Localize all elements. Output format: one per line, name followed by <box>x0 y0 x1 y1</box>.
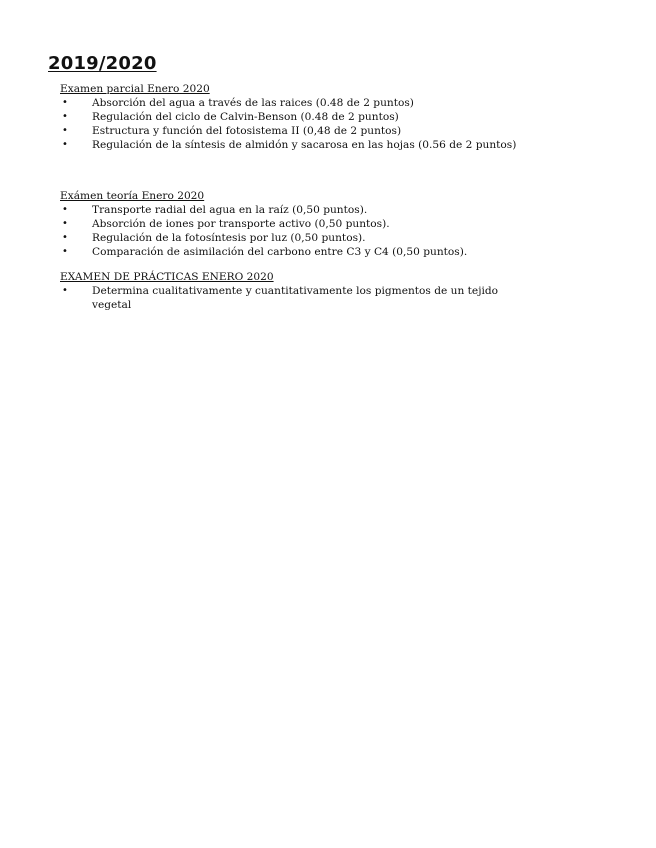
list-item <box>60 124 530 138</box>
section-examen-practicas <box>60 270 530 312</box>
list-item-text: Determina cualitativamente y cuantitativamente los pigmentos de un tejido vegetal <box>92 285 499 311</box>
list-item <box>60 231 530 245</box>
bullet-icon: • <box>62 218 68 229</box>
bullet-icon: • <box>62 111 68 122</box>
bullet-icon: • <box>62 232 68 243</box>
list-item-text: Absorción del agua a través de las raices (0.48 de 2 puntos) <box>92 97 414 109</box>
list-item-text: Transporte radial del agua en la raíz (0,50 puntos). <box>92 204 368 216</box>
bullet-icon: • <box>62 125 68 136</box>
section-heading: Exámen teoría Enero 2020 <box>60 190 205 202</box>
list-item <box>60 110 530 124</box>
bullet-icon: • <box>62 204 68 215</box>
topic-list <box>60 96 530 152</box>
list-item <box>60 245 530 259</box>
section-heading: Examen parcial Enero 2020 <box>60 83 210 95</box>
section-examen-teoria <box>60 189 530 259</box>
list-item <box>60 138 530 152</box>
list-item-text: Regulación de la síntesis de almidón y sacarosa en las hojas (0.56 de 2 puntos) <box>92 139 517 151</box>
bullet-icon: • <box>62 139 68 150</box>
bullet-icon: • <box>62 97 68 108</box>
section-heading: EXAMEN DE PRÁCTICAS ENERO 2020 <box>60 271 274 283</box>
list-item <box>60 217 530 231</box>
topic-list <box>60 284 530 312</box>
topic-list <box>60 203 530 259</box>
list-item-text: Regulación de la fotosíntesis por luz (0,50 puntos). <box>92 232 366 244</box>
document-title: 2019/2020 <box>48 53 157 74</box>
list-item <box>60 284 530 312</box>
bullet-icon: • <box>62 246 68 257</box>
list-item-text: Regulación del ciclo de Calvin-Benson (0.48 de 2 puntos) <box>92 111 399 123</box>
bullet-icon: • <box>62 285 68 296</box>
list-item-text: Estructura y función del fotosistema II (0,48 de 2 puntos) <box>92 125 402 137</box>
list-item-text: Comparación de asimilación del carbono entre C3 y C4 (0,50 puntos). <box>92 246 468 258</box>
list-item <box>60 203 530 217</box>
list-item <box>60 96 530 110</box>
list-item-text: Absorción de iones por transporte activo (0,50 puntos). <box>92 218 390 230</box>
section-examen-parcial <box>60 82 530 152</box>
